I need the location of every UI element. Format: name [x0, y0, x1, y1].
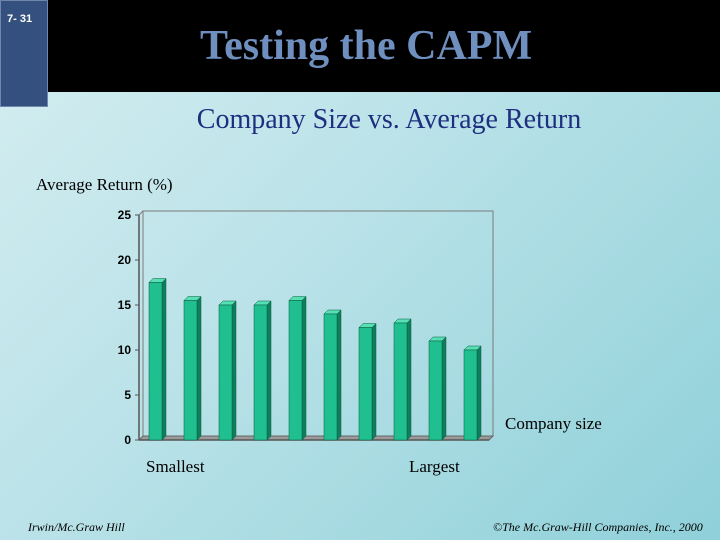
bar	[359, 324, 376, 441]
y-tick-label: 20	[117, 253, 131, 267]
bar-side	[372, 324, 376, 441]
bar-side	[267, 301, 271, 440]
bar	[219, 301, 236, 440]
bar-front	[464, 350, 477, 440]
slide-number: 7- 31	[7, 13, 33, 25]
bar	[324, 310, 341, 440]
bar	[289, 297, 306, 441]
bar-side	[477, 346, 481, 440]
bar	[429, 337, 446, 440]
bar-front	[219, 305, 232, 440]
bar-front	[184, 301, 197, 441]
bar	[464, 346, 481, 440]
bars	[149, 279, 481, 441]
x-axis-label: Company size	[505, 414, 602, 433]
bar-side	[232, 301, 236, 440]
bar	[254, 301, 271, 440]
footer-copyright: ©The Mc.Graw-Hill Companies, Inc., 2000	[493, 520, 703, 534]
bar-front	[324, 314, 337, 440]
y-tick-labels	[118, 208, 139, 447]
bar	[394, 319, 411, 440]
bar-front	[359, 328, 372, 441]
bar-side	[197, 297, 201, 441]
y-tick-label: 5	[124, 388, 131, 402]
bar-front	[429, 341, 442, 440]
bar-side	[442, 337, 446, 440]
y-tick-label: 10	[117, 343, 131, 357]
y-tick-label: 25	[117, 208, 131, 222]
bar-side	[337, 310, 341, 440]
x-axis-smallest-label: Smallest	[146, 457, 205, 476]
bar-front	[254, 305, 267, 440]
chart-title: Company Size vs. Average Return	[196, 104, 582, 135]
y-tick-label: 0	[124, 433, 131, 447]
bar-front	[394, 323, 407, 440]
slide-title: Testing the CAPM	[200, 23, 533, 69]
bar-side	[407, 319, 411, 440]
bar-front	[149, 283, 162, 441]
bar	[184, 297, 201, 441]
bar-side	[302, 297, 306, 441]
bar-side	[162, 279, 166, 441]
bar	[149, 279, 166, 441]
y-tick-label: 15	[117, 298, 131, 312]
x-axis-largest-label: Largest	[409, 457, 460, 476]
bar-front	[289, 301, 302, 441]
footer-publisher: Irwin/Mc.Graw Hill	[28, 520, 125, 534]
plot-corner-edge	[139, 211, 143, 215]
y-axis-label: Average Return (%)	[36, 175, 173, 194]
